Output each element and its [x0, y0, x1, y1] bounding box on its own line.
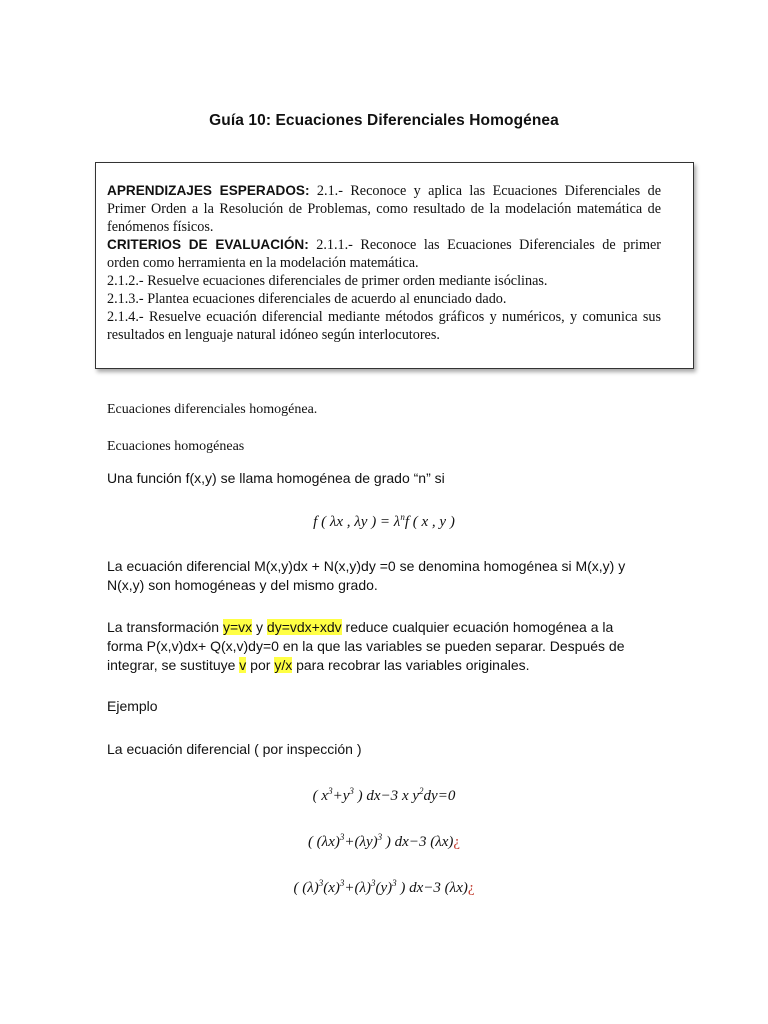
homogeneity-formula: f ( λx , λy ) = $\lambda^nf$ ( x , y ): [313, 512, 455, 530]
definition-text: Una función f(x,y) se llama homogénea de grado “n” si: [107, 470, 445, 486]
subsection-heading: Ecuaciones homogéneas: [107, 439, 245, 454]
inverted-question-mark: ¿: [467, 880, 475, 896]
transformation-line: [107, 656, 655, 675]
example-equation-1: ( $x^3+y^3$ ) dx−3 x $y^2dy=0$: [312, 786, 456, 804]
text-run: y: [252, 619, 267, 635]
highlight-yvx: y=vx: [222, 619, 253, 635]
equation-paragraph: [107, 557, 655, 595]
transformation-line: forma P(x,v)dx+ Q(x,v)dy=0 en la que las variables se pueden separar. Después de: [107, 638, 625, 654]
equation-line: N(x,y) son homogéneas y del mismo grado.: [107, 577, 378, 593]
criterios-paragraph: [107, 236, 661, 272]
aprendizajes-label: APRENDIZAJES ESPERADOS:: [107, 183, 310, 198]
highlight-dy: dy=vdx+xdv: [266, 619, 342, 635]
criterio-item: 2.1.2.- Resuelve ecuaciones diferenciales de primer orden mediante isóclinas.: [107, 273, 548, 289]
text-run: integrar, se sustituye: [107, 657, 240, 673]
criterio-item: 2.1.4.- Resuelve ecuación diferencial mediante métodos gráficos y numéricos, y comunica sus resultados en lenguaje natural idóneo según interlocutores.: [107, 309, 661, 343]
highlight-yx: y/x: [274, 657, 293, 673]
equation-line: La ecuación diferencial M(x,y)dx + N(x,y)dy =0 se denomina homogénea si M(x,y) y: [107, 558, 626, 574]
transformation-paragraph: [107, 618, 655, 675]
page-title: Guía 10: Ecuaciones Diferenciales Homogénea: [209, 112, 559, 129]
criterio-item: 2.1.3.- Plantea ecuaciones diferenciales de acuerdo al enunciado dado.: [107, 291, 507, 307]
transformation-line: [107, 618, 655, 637]
example-intro: La ecuación diferencial ( por inspección ): [107, 741, 362, 757]
text-run: para recobrar las variables originales.: [292, 657, 530, 673]
criterios-label: CRITERIOS DE EVALUACIÓN:: [107, 237, 309, 252]
aprendizajes-text: 2.1.- Reconoce y aplica las Ecuaciones Diferenciales de Primer Orden a la Resolución de Problemas, como resultado de la modelación matemática de fenómenos físicos.: [107, 183, 661, 235]
text-run: La transformación: [107, 619, 223, 635]
aprendizajes-paragraph: [107, 182, 661, 236]
text-run: reduce cualquier ecuación homogénea a la: [341, 619, 614, 635]
learning-outcomes-box: [95, 162, 694, 369]
example-equation-3: ( $(\lambda)^3(x)^3+(\lambda)^3(y)^3$ ) dx−3 (λx)¿: [293, 878, 475, 896]
example-equation-2: ( $(\lambda x)^3+(\lambda y)^3$ ) dx−3 (λx)¿: [307, 832, 461, 850]
highlight-v: v: [239, 657, 247, 673]
example-heading: Ejemplo: [107, 698, 158, 714]
text-run: por: [246, 657, 275, 673]
criterios-text: 2.1.1.- Reconoce las Ecuaciones Diferenciales de primer orden como herramienta en la modelación matemática.: [107, 237, 661, 271]
section-heading: Ecuaciones diferenciales homogénea.: [107, 402, 318, 417]
inverted-question-mark: ¿: [453, 834, 461, 850]
